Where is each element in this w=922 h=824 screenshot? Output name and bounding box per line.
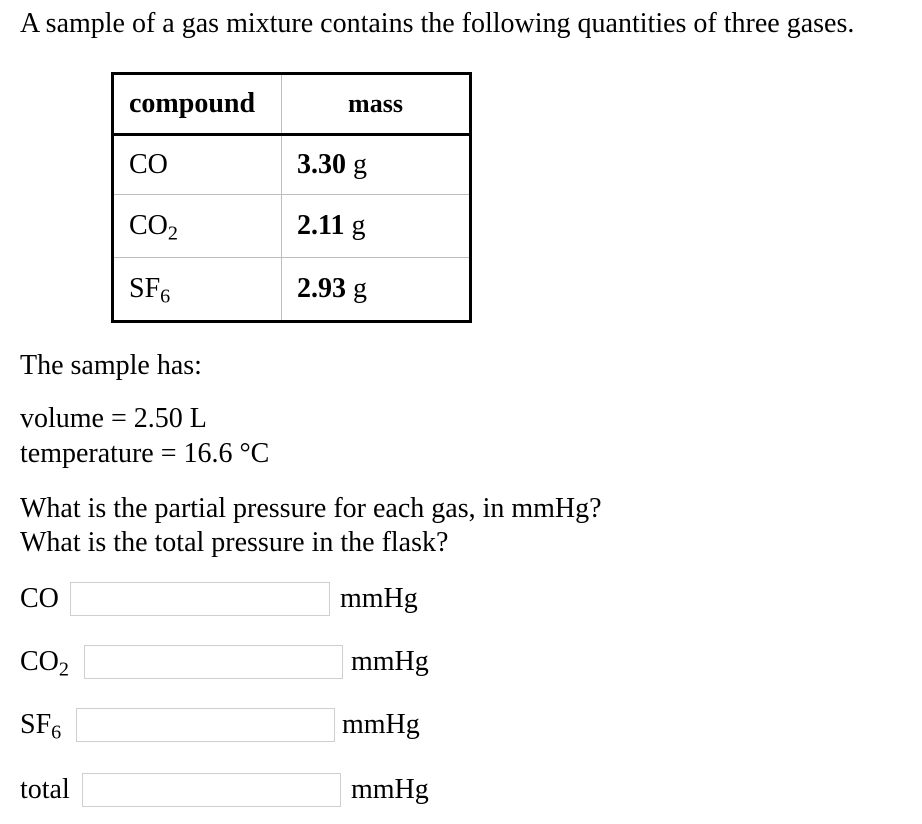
table-row [113,195,471,258]
sample-has-text: The sample has: [20,350,202,381]
answer-label-text: CO [20,583,59,614]
answer-label-subscript: 2 [58,658,69,681]
compound-header: compound [113,74,282,135]
unit-label: mmHg [342,709,420,740]
co2-pressure-input[interactable] [84,645,343,679]
mass-cell [282,258,471,322]
mass-header: mass [282,74,471,135]
compound-formula: CO [129,210,168,241]
unit-label: mmHg [351,774,429,805]
gas-quantities-table [111,72,472,323]
mass-value: 2.93 [297,273,346,304]
volume-text: volume = 2.50 L [20,403,207,434]
compound-cell [113,135,282,195]
table-row [113,135,471,195]
compound-subscript: 2 [167,222,178,245]
compound-subscript: 6 [160,285,171,308]
unit-label: mmHg [340,583,418,614]
answer-label-text: SF [20,709,52,740]
problem-intro: A sample of a gas mixture contains the following quantities of three gases. [20,8,855,39]
mass-cell [282,195,471,258]
compound-cell [113,195,282,258]
compound-cell [113,258,282,322]
compound-formula: SF [129,273,161,304]
question-total-pressure: What is the total pressure in the flask? [20,527,449,558]
answer-label-total: total [20,774,70,805]
mass-value: 3.30 [297,149,346,180]
mass-unit: g [353,273,367,304]
unit-label: mmHg [351,646,429,677]
table-row [113,258,471,322]
answer-label-co2 [20,646,69,681]
total-pressure-input[interactable] [82,773,341,807]
co-pressure-input[interactable] [70,582,330,616]
question-partial-pressure: What is the partial pressure for each gas, in mmHg? [20,493,602,524]
temperature-text: temperature = 16.6 °C [20,438,270,469]
mass-unit: g [353,149,367,180]
answer-label-text: CO [20,646,59,677]
mass-value: 2.11 [297,210,345,241]
answer-label-subscript: 6 [51,721,62,744]
answer-label-sf6 [20,709,62,744]
mass-unit: g [351,210,366,241]
compound-formula: CO [129,149,168,180]
answer-label-co [20,583,59,615]
mass-cell [282,135,471,195]
sf6-pressure-input[interactable] [76,708,335,742]
table-header-row [113,74,471,135]
